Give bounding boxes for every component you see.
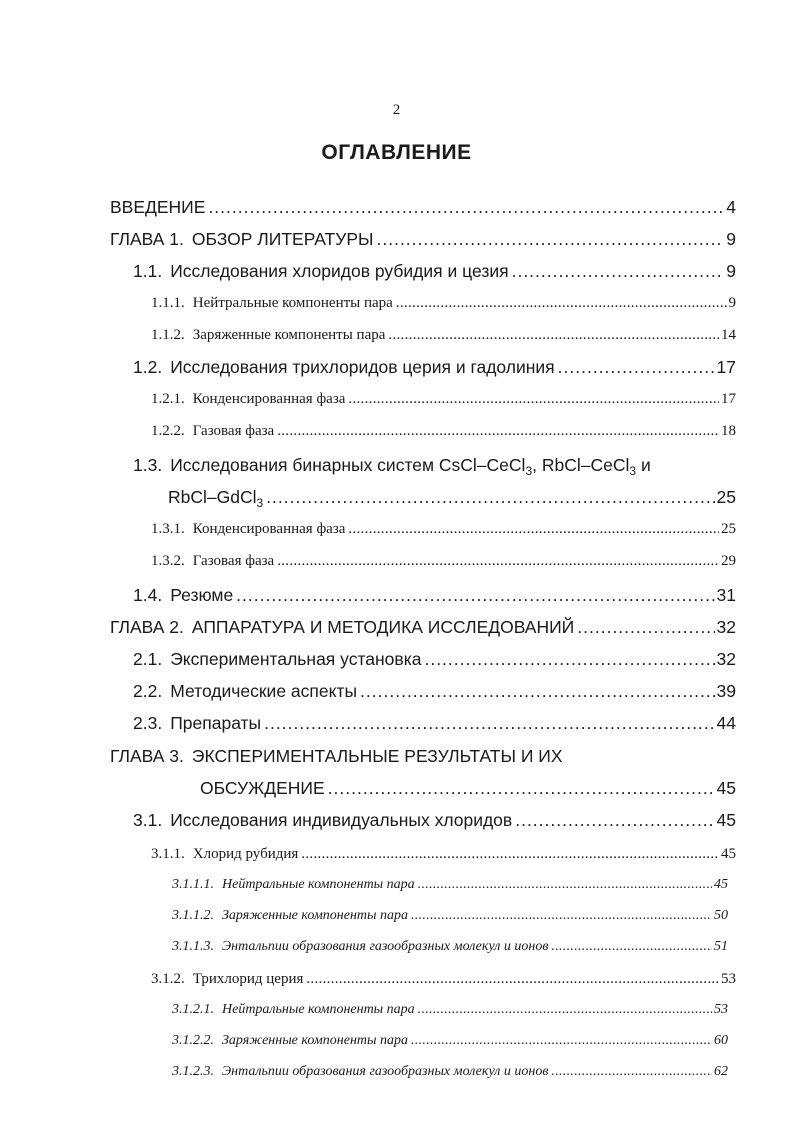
toc-entry-text: Исследования индивидуальных хлоридов <box>170 810 513 830</box>
dot-leader <box>388 330 719 348</box>
toc-entry-number: 1.3.1. <box>151 521 185 537</box>
dot-leader <box>577 622 714 640</box>
toc-entry-text: ОБСУЖДЕНИЕ <box>200 778 325 798</box>
toc-entry-text: Заряженные компоненты пара <box>192 327 386 343</box>
toc-entry-page: 45 <box>714 877 728 892</box>
toc-entry-page: 17 <box>721 391 736 407</box>
toc-entry-1-3-line1[interactable] <box>133 452 651 480</box>
toc-entry-3-1[interactable] <box>133 807 736 833</box>
toc-entry-text: Исследования бинарных систем CsCl–CeCl <box>170 455 526 475</box>
toc-entry-text: Резюме <box>170 585 234 605</box>
toc-entry-number: 3.1.1.2. <box>172 908 214 923</box>
page-title: ОГЛАВЛЕНИЕ <box>321 141 472 164</box>
toc-entry-3-1-2-1[interactable] <box>172 997 728 1023</box>
toc-entry-3-1-2-2[interactable] <box>172 1028 728 1054</box>
toc-entry-1-3-1[interactable] <box>151 516 736 542</box>
toc-entry-page: 18 <box>721 423 736 439</box>
toc-entry-number: 3.1.1.3. <box>172 939 214 954</box>
toc-entry-page: 39 <box>716 681 736 701</box>
toc-entry-3-1-1-1[interactable] <box>172 872 728 898</box>
toc-entry-text: Конденсированная фаза <box>192 391 346 407</box>
toc-entry-text: Энтальпии образования газообразных молекул и ионов <box>222 939 549 954</box>
toc-entry-number: ГЛАВА 2. <box>110 617 184 637</box>
toc-entry-number: 1.1. <box>133 261 163 281</box>
toc-entry-1-2[interactable] <box>133 354 736 380</box>
toc-entry-page: 60 <box>714 1033 728 1048</box>
toc-entry-number: 1.3. <box>133 455 163 475</box>
toc-entry-page: 44 <box>716 713 736 733</box>
toc-entry-page: 4 <box>726 197 736 217</box>
toc-entry-chapter-2[interactable] <box>110 614 736 640</box>
toc-entry-text: Методические аспекты <box>170 681 358 701</box>
toc-entry-page: 51 <box>714 939 728 954</box>
dot-leader <box>348 394 719 412</box>
toc-entry-page: 53 <box>721 971 736 987</box>
toc-entry-page: 25 <box>721 521 736 537</box>
toc-entry-text: Газовая фаза <box>192 553 275 569</box>
toc-entry-text: Конденсированная фаза <box>192 521 346 537</box>
toc-entry-page: 45 <box>716 778 736 798</box>
toc-entry-2-1[interactable] <box>133 646 736 672</box>
toc-entry-page: 50 <box>714 908 728 923</box>
toc-entry-text: Нейтральные компоненты пара <box>192 295 393 311</box>
dot-leader <box>277 426 719 444</box>
toc-entry-text: и <box>636 455 651 475</box>
dot-leader <box>348 524 719 542</box>
toc-entry-number: 2.3. <box>133 713 163 733</box>
dot-leader <box>264 718 714 736</box>
toc-entry-page: 9 <box>726 229 736 249</box>
toc-entry-number: 1.1.1. <box>151 295 185 311</box>
toc-entry-page: 29 <box>721 553 736 569</box>
subscript: 3 <box>525 464 533 478</box>
toc-entry-text: , RbCl–CeCl <box>532 455 630 475</box>
toc-entry-text: Препараты <box>170 713 262 733</box>
dot-leader <box>418 1005 712 1023</box>
dot-leader <box>277 556 719 574</box>
toc-entry-text: Заряженные компоненты пара <box>222 908 409 923</box>
dot-leader <box>208 202 724 220</box>
toc-entry-text: Хлорид рубидия <box>192 846 299 862</box>
toc-entry-number: 1.1.2. <box>151 327 185 343</box>
toc-entry-number: 3.1.2.1. <box>172 1002 214 1017</box>
toc-entry-2-2[interactable] <box>133 678 736 704</box>
toc-entry-number: 3.1.1. <box>151 846 185 862</box>
toc-entry-text: АППАРАТУРА И МЕТОДИКА ИССЛЕДОВАНИЙ <box>191 617 575 637</box>
toc-entry-number: 3.1.2.3. <box>172 1064 214 1079</box>
toc-entry-3-1-1-3[interactable] <box>172 934 728 960</box>
toc-entry-2-3[interactable] <box>133 710 736 736</box>
toc-entry-number: 3.1. <box>133 810 163 830</box>
toc-entry-3-1-2[interactable] <box>151 966 736 992</box>
dot-leader <box>558 362 715 380</box>
toc-entry-text: Исследования хлоридов рубидия и цезия <box>170 261 509 281</box>
dot-leader <box>360 686 714 704</box>
toc-entry-text: Исследования трихлоридов церия и гадолиния <box>170 357 555 377</box>
toc-entry-number: ГЛАВА 3. <box>110 746 184 766</box>
toc-entry-page: 9 <box>728 295 736 311</box>
toc-entry-1-3-2[interactable] <box>151 548 736 574</box>
dot-leader <box>515 815 714 833</box>
toc-entry-text: RbCl–GdCl$_3$ <box>168 487 264 510</box>
toc-entry-text: Заряженные компоненты пара <box>222 1033 409 1048</box>
toc-entry-page: 45 <box>721 846 736 862</box>
toc-entry-page: 17 <box>716 357 736 377</box>
toc-entry-page: 9 <box>726 261 736 281</box>
dot-leader <box>551 942 712 960</box>
toc-entry-number: 1.3.2. <box>151 553 185 569</box>
dot-leader <box>396 298 727 316</box>
toc-entry-page: 25 <box>716 487 736 507</box>
toc-entry-page: 14 <box>721 327 736 343</box>
toc-entry-page: 31 <box>716 585 736 605</box>
toc-entry-page: 32 <box>716 649 736 669</box>
toc-entry-3-1-2-3[interactable] <box>172 1059 728 1085</box>
toc-entry-number: 2.2. <box>133 681 163 701</box>
toc-entry-page: 45 <box>716 810 736 830</box>
page-number: 2 <box>392 102 401 118</box>
toc-entry-text: ОБЗОР ЛИТЕРАТУРЫ <box>191 229 374 249</box>
toc-entry-1-1-2[interactable] <box>151 322 736 348</box>
subscript: 3 <box>629 464 637 478</box>
toc-entry-number: 2.1. <box>133 649 163 669</box>
toc-entry-text: ВВЕДЕНИЕ <box>110 197 206 217</box>
toc-entry-text: Газовая фаза <box>192 423 275 439</box>
toc-entry-number: 3.1.2. <box>151 971 185 987</box>
toc-entry-text: Экспериментальная установка <box>170 649 422 669</box>
toc-entry-1-2-1[interactable] <box>151 386 736 412</box>
toc-entry-3-1-1[interactable] <box>151 841 736 867</box>
dot-leader <box>266 492 714 510</box>
toc-entry-page: 62 <box>714 1064 728 1079</box>
toc-entry-text: Трихлорид церия <box>192 971 304 987</box>
toc-entry-number: 1.2.1. <box>151 391 185 407</box>
toc-entry-page: 32 <box>716 617 736 637</box>
dot-leader <box>236 590 714 608</box>
toc-entry-chapter-3-line2[interactable] <box>200 775 736 801</box>
toc-entry-page: 53 <box>714 1002 728 1017</box>
toc-entry-text: Нейтральные компоненты пара <box>222 1002 415 1017</box>
toc-entry-1-4[interactable] <box>133 582 736 608</box>
dot-leader <box>411 1036 712 1054</box>
toc-entry-number: 1.2.2. <box>151 423 185 439</box>
toc-entry-3-1-1-2[interactable] <box>172 903 728 929</box>
toc-entry-chapter-3-line1[interactable] <box>110 743 563 769</box>
toc-entry-1-2-2[interactable] <box>151 418 736 444</box>
dot-leader <box>424 654 714 672</box>
dot-leader <box>411 911 712 929</box>
dot-leader <box>306 974 719 992</box>
toc-entry-number: 3.1.2.2. <box>172 1033 214 1048</box>
dot-leader <box>377 234 725 252</box>
toc-entry-introduction[interactable] <box>110 194 736 220</box>
toc-entry-number: 3.1.1.1. <box>172 877 214 892</box>
toc-entry-text: ЭКСПЕРИМЕНТАЛЬНЫЕ РЕЗУЛЬТАТЫ И ИХ <box>191 746 563 766</box>
dot-leader <box>551 1067 712 1085</box>
dot-leader <box>301 849 719 867</box>
subscript: 3 <box>256 496 264 510</box>
toc-entry-text: Нейтральные компоненты пара <box>222 877 415 892</box>
toc-entry-1-1-1[interactable] <box>151 290 736 316</box>
toc-entry-chapter-1[interactable] <box>110 226 736 252</box>
dot-leader <box>418 880 712 898</box>
toc-entry-number: ГЛАВА 1. <box>110 229 184 249</box>
dot-leader <box>512 266 725 284</box>
dot-leader <box>328 783 715 801</box>
toc-entry-1-3-line2[interactable] <box>168 484 736 510</box>
toc-entry-number: 1.4. <box>133 585 163 605</box>
toc-entry-number: 1.2. <box>133 357 163 377</box>
toc-entry-text: Энтальпии образования газообразных молекул и ионов <box>222 1064 549 1079</box>
toc-entry-1-1[interactable] <box>133 258 736 284</box>
